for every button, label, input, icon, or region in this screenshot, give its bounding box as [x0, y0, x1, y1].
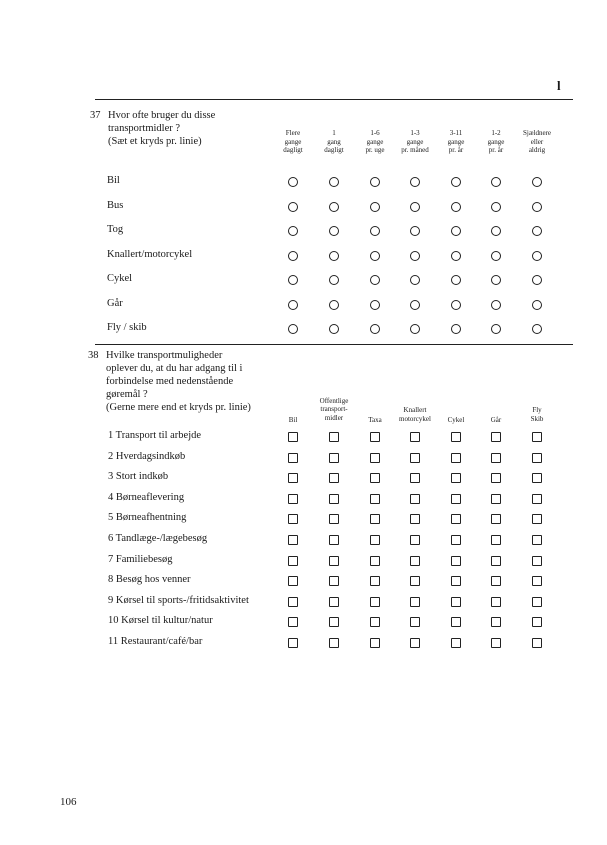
q37-column-header: [434, 129, 478, 155]
radio-option[interactable]: [288, 202, 298, 212]
q37-column-header-line: pr. uge: [365, 146, 385, 154]
question-37-line-1: Hvor ofte bruger du disse: [108, 110, 216, 121]
q37-column-header-line: gange: [366, 137, 384, 146]
q38-column-header-line: Cykel: [447, 415, 465, 424]
q38-column-header-line: Skib: [530, 414, 544, 423]
checkbox-option[interactable]: [329, 473, 339, 483]
checkbox-option[interactable]: [288, 453, 298, 463]
radio-option[interactable]: [451, 300, 461, 310]
radio-option[interactable]: [451, 324, 461, 334]
q38-column-header-line: Bil: [288, 415, 298, 424]
radio-option[interactable]: [532, 226, 542, 236]
checkbox-option[interactable]: [370, 514, 380, 524]
radio-option[interactable]: [410, 202, 420, 212]
checkbox-option[interactable]: [532, 514, 542, 524]
radio-option[interactable]: [491, 251, 501, 261]
q38-column-header: [312, 397, 356, 423]
question-37-line-3: (Sæt et kryds pr. linie): [108, 136, 202, 147]
checkbox-option[interactable]: [370, 535, 380, 545]
checkbox-option[interactable]: [329, 453, 339, 463]
radio-option[interactable]: [491, 324, 501, 334]
radio-option[interactable]: [451, 202, 461, 212]
question-37-number: 37: [90, 110, 101, 121]
checkbox-option[interactable]: [451, 432, 461, 442]
checkbox-option[interactable]: [370, 494, 380, 504]
radio-option[interactable]: [491, 275, 501, 285]
q37-row-label: Cykel: [107, 273, 133, 284]
checkbox-option[interactable]: [329, 597, 339, 607]
radio-option[interactable]: [491, 177, 501, 187]
radio-option[interactable]: [532, 202, 542, 212]
radio-option[interactable]: [451, 251, 461, 261]
checkbox-option[interactable]: [491, 473, 501, 483]
checkbox-option[interactable]: [532, 576, 542, 586]
q38-column-header: [393, 406, 437, 423]
checkbox-option[interactable]: [329, 576, 339, 586]
checkbox-option[interactable]: [451, 494, 461, 504]
checkbox-option[interactable]: [329, 535, 339, 545]
radio-option[interactable]: [491, 202, 501, 212]
q37-column-header: [474, 129, 518, 155]
checkbox-option[interactable]: [491, 494, 501, 504]
page-number: 106: [60, 796, 77, 808]
q37-column-header-line: gange: [447, 137, 465, 146]
corner-mark: l: [557, 78, 561, 93]
q37-column-header-line: Flere: [285, 129, 301, 137]
q38-column-header-line: midler: [324, 413, 344, 422]
q38-column-header-line: Fly: [532, 406, 542, 414]
q38-row-label: 5 Børneafhentning: [108, 512, 187, 524]
q37-column-header: [312, 129, 356, 155]
checkbox-option[interactable]: [288, 597, 298, 607]
radio-option[interactable]: [288, 177, 298, 187]
q38-row-label: 4 Børneaflevering: [108, 491, 185, 503]
checkbox-option[interactable]: [329, 514, 339, 524]
q38-column-header: [515, 406, 559, 423]
radio-option[interactable]: [451, 275, 461, 285]
radio-option[interactable]: [329, 226, 339, 236]
question-37-line-2: transportmidler ?: [108, 123, 181, 134]
checkbox-option[interactable]: [288, 535, 298, 545]
q37-column-header-line: gange: [406, 137, 424, 146]
checkbox-option[interactable]: [532, 473, 542, 483]
checkbox-option[interactable]: [370, 432, 380, 442]
radio-option[interactable]: [532, 324, 542, 334]
checkbox-option[interactable]: [410, 473, 420, 483]
checkbox-option[interactable]: [410, 576, 420, 586]
radio-option[interactable]: [491, 226, 501, 236]
q38-column-header-line: Offentlige: [319, 396, 349, 405]
checkbox-option[interactable]: [532, 638, 542, 648]
q37-column-header-line: aldrig: [528, 146, 546, 154]
q38-row-label: 10 Kørsel til kultur/natur: [108, 615, 213, 627]
q38-row-label: 7 Familiebesøg: [108, 553, 173, 565]
question-38-line-4: gøremål ?: [106, 389, 148, 400]
checkbox-option[interactable]: [288, 494, 298, 504]
checkbox-option[interactable]: [288, 432, 298, 442]
checkbox-option[interactable]: [288, 514, 298, 524]
radio-option[interactable]: [288, 251, 298, 261]
radio-option[interactable]: [370, 324, 380, 334]
checkbox-option[interactable]: [491, 597, 501, 607]
q38-row-label: 9 Kørsel til sports-/fritidsaktivitet: [108, 594, 249, 606]
q37-column-header-line: gange: [487, 137, 505, 146]
checkbox-option[interactable]: [491, 535, 501, 545]
section-divider-top: [95, 99, 573, 100]
q37-column-header-line: pr. måned: [401, 146, 429, 154]
radio-option[interactable]: [532, 177, 542, 187]
question-38-line-3: forbindelse med nedenstående: [106, 376, 234, 387]
checkbox-option[interactable]: [451, 597, 461, 607]
radio-option[interactable]: [329, 300, 339, 310]
checkbox-option[interactable]: [329, 617, 339, 627]
checkbox-option[interactable]: [451, 576, 461, 586]
checkbox-option[interactable]: [491, 432, 501, 442]
q37-column-header: [515, 129, 559, 155]
checkbox-option[interactable]: [329, 556, 339, 566]
checkbox-option[interactable]: [491, 556, 501, 566]
q38-column-header: [271, 416, 315, 425]
q37-row-label: Tog: [107, 224, 124, 235]
checkbox-option[interactable]: [491, 514, 501, 524]
checkbox-option[interactable]: [410, 432, 420, 442]
radio-option[interactable]: [329, 202, 339, 212]
checkbox-option[interactable]: [451, 556, 461, 566]
q38-row-label: 8 Besøg hos venner: [108, 574, 191, 586]
radio-option[interactable]: [451, 177, 461, 187]
checkbox-option[interactable]: [410, 453, 420, 463]
radio-option[interactable]: [288, 275, 298, 285]
checkbox-option[interactable]: [532, 617, 542, 627]
checkbox-option[interactable]: [288, 556, 298, 566]
radio-option[interactable]: [329, 251, 339, 261]
q38-column-header-line: transport-: [320, 405, 348, 413]
checkbox-option[interactable]: [532, 597, 542, 607]
checkbox-option[interactable]: [491, 453, 501, 463]
q38-column-header: [474, 416, 518, 425]
checkbox-option[interactable]: [451, 638, 461, 648]
q37-column-header: [393, 129, 437, 155]
radio-option[interactable]: [532, 275, 542, 285]
checkbox-option[interactable]: [370, 556, 380, 566]
q38-column-header-line: Går: [490, 415, 502, 424]
radio-option[interactable]: [370, 226, 380, 236]
radio-option[interactable]: [370, 300, 380, 310]
checkbox-option[interactable]: [288, 617, 298, 627]
q37-column-header-line: 1-6: [370, 129, 380, 137]
checkbox-option[interactable]: [491, 638, 501, 648]
checkbox-option[interactable]: [329, 494, 339, 504]
radio-option[interactable]: [329, 177, 339, 187]
checkbox-option[interactable]: [410, 494, 420, 504]
q37-row-label: Bus: [107, 199, 124, 211]
checkbox-option[interactable]: [370, 597, 380, 607]
radio-option[interactable]: [410, 226, 420, 236]
q37-column-header-line: pr. år: [448, 146, 464, 154]
q38-row-label: 6 Tandlæge-/lægebesøg: [108, 533, 208, 544]
checkbox-option[interactable]: [451, 535, 461, 545]
radio-option[interactable]: [370, 275, 380, 285]
radio-option[interactable]: [410, 300, 420, 310]
q37-column-header-line: Sjældnere: [523, 129, 551, 137]
checkbox-option[interactable]: [491, 617, 501, 627]
q37-column-header-line: 1: [332, 129, 336, 137]
checkbox-option[interactable]: [288, 638, 298, 648]
q37-column-header: [271, 129, 315, 155]
radio-option[interactable]: [370, 177, 380, 187]
checkbox-option[interactable]: [451, 617, 461, 627]
checkbox-option[interactable]: [451, 473, 461, 483]
checkbox-option[interactable]: [532, 535, 542, 545]
checkbox-option[interactable]: [532, 432, 542, 442]
radio-option[interactable]: [288, 226, 298, 236]
q37-column-header: [353, 129, 397, 155]
q37-column-header-line: 1-2: [491, 129, 501, 137]
checkbox-option[interactable]: [410, 617, 420, 627]
radio-option[interactable]: [370, 251, 380, 261]
checkbox-option[interactable]: [410, 535, 420, 545]
question-38-number: 38: [88, 350, 99, 361]
q37-column-header-line: eller: [530, 137, 544, 146]
radio-option[interactable]: [491, 300, 501, 310]
question-38-line-2: oplever du, at du har adgang til i: [106, 363, 243, 374]
checkbox-option[interactable]: [329, 432, 339, 442]
checkbox-option[interactable]: [410, 638, 420, 648]
checkbox-option[interactable]: [370, 473, 380, 483]
q37-row-label: Går: [107, 297, 123, 309]
checkbox-option[interactable]: [370, 638, 380, 648]
q38-row-label: 1 Transport til arbejde: [108, 430, 202, 441]
checkbox-option[interactable]: [370, 576, 380, 586]
radio-option[interactable]: [329, 275, 339, 285]
q38-column-header-line: Knallert: [403, 406, 427, 414]
checkbox-option[interactable]: [410, 556, 420, 566]
q38-column-header-line: motorcykel: [399, 414, 431, 423]
checkbox-option[interactable]: [532, 556, 542, 566]
q38-column-header: [434, 416, 478, 425]
radio-option[interactable]: [532, 300, 542, 310]
checkbox-option[interactable]: [370, 453, 380, 463]
question-38-line-5: (Gerne mere end et kryds pr. linie): [106, 402, 251, 413]
radio-option[interactable]: [410, 275, 420, 285]
radio-option[interactable]: [370, 202, 380, 212]
q37-column-header-line: dagligt: [324, 146, 344, 154]
checkbox-option[interactable]: [288, 473, 298, 483]
radio-option[interactable]: [410, 177, 420, 187]
question-38-line-1: Hvilke transportmuligheder: [106, 350, 223, 361]
checkbox-option[interactable]: [370, 617, 380, 627]
q37-column-header-line: 3-11: [449, 129, 463, 137]
radio-option[interactable]: [329, 324, 339, 334]
radio-option[interactable]: [288, 300, 298, 310]
checkbox-option[interactable]: [451, 514, 461, 524]
q38-row-label: 11 Restaurant/café/bar: [108, 636, 203, 647]
radio-option[interactable]: [410, 251, 420, 261]
checkbox-option[interactable]: [410, 514, 420, 524]
checkbox-option[interactable]: [451, 453, 461, 463]
q37-column-header-line: gange: [284, 137, 302, 146]
radio-option[interactable]: [288, 324, 298, 334]
checkbox-option[interactable]: [410, 597, 420, 607]
q38-row-label: 3 Stort indkøb: [108, 471, 169, 483]
radio-option[interactable]: [410, 324, 420, 334]
q37-column-header-line: gang: [327, 137, 341, 146]
q37-row-label: Bil: [107, 175, 120, 186]
checkbox-option[interactable]: [532, 494, 542, 504]
q37-column-header-line: pr. år: [488, 146, 504, 154]
radio-option[interactable]: [532, 251, 542, 261]
section-divider-middle: [95, 344, 573, 345]
q37-column-header-line: dagligt: [283, 146, 303, 154]
checkbox-option[interactable]: [491, 576, 501, 586]
q38-column-header-line: Taxa: [368, 415, 382, 424]
radio-option[interactable]: [451, 226, 461, 236]
checkbox-option[interactable]: [329, 638, 339, 648]
checkbox-option[interactable]: [288, 576, 298, 586]
q37-row-label: Knallert/motorcykel: [107, 248, 193, 260]
q37-row-label: Fly / skib: [107, 322, 147, 333]
q38-row-label: 2 Hverdagsindkøb: [108, 450, 186, 462]
q37-column-header-line: 1-3: [410, 129, 420, 137]
checkbox-option[interactable]: [532, 453, 542, 463]
q38-column-header: [353, 416, 397, 425]
